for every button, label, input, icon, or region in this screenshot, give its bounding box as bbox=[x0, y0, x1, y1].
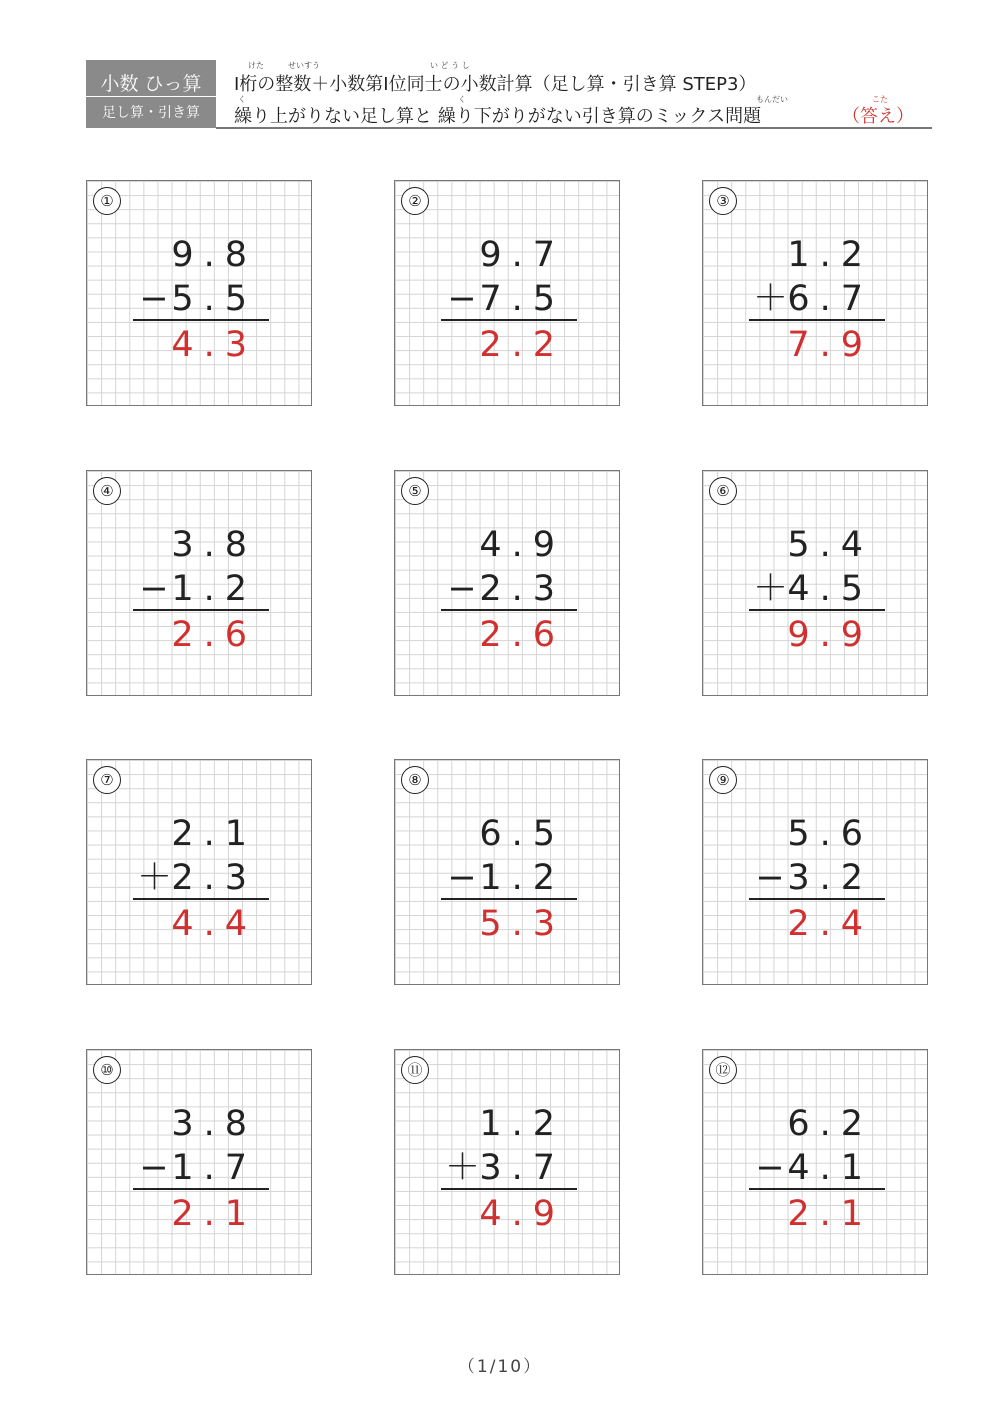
operator-sign: − bbox=[755, 858, 785, 898]
problem-card-11 bbox=[394, 1049, 620, 1275]
bottom-operand: 1.7 bbox=[171, 1148, 257, 1188]
problem-number: ① bbox=[93, 187, 121, 215]
problem-card-5 bbox=[394, 470, 620, 696]
top-operand: 1.2 bbox=[479, 1104, 565, 1144]
top-operand: 5.6 bbox=[787, 814, 873, 854]
operator-sign: ＋ bbox=[753, 569, 789, 609]
problem-number: ⑨ bbox=[709, 766, 737, 794]
top-operand: 3.8 bbox=[171, 1104, 257, 1144]
bottom-operand: 2.3 bbox=[171, 858, 257, 898]
operator-sign: − bbox=[139, 279, 169, 319]
sum-line bbox=[441, 1188, 577, 1190]
sum-line bbox=[749, 898, 885, 900]
bottom-operand: 7.5 bbox=[479, 279, 565, 319]
title-line-1: Ⅰ桁の整数＋小数第Ⅰ位同士の小数計算（足し算・引き算 STEP3） bbox=[234, 74, 757, 95]
answer-value: 9.9 bbox=[787, 615, 873, 655]
top-operand: 9.8 bbox=[171, 235, 257, 275]
problem-number: ⑤ bbox=[401, 477, 429, 505]
top-operand: 1.2 bbox=[787, 235, 873, 275]
header-underline bbox=[216, 127, 932, 129]
operator-sign: − bbox=[755, 1148, 785, 1188]
operator-sign: − bbox=[447, 569, 477, 609]
sum-line bbox=[441, 609, 577, 611]
answer-value: 4.4 bbox=[171, 904, 257, 944]
problem-card-3 bbox=[702, 180, 928, 406]
badge-title: 小数 ひっ算 bbox=[100, 73, 202, 95]
furigana-seisuu: せいすう bbox=[288, 61, 320, 70]
furigana-kota: こた bbox=[872, 95, 888, 104]
operator-sign: − bbox=[447, 279, 477, 319]
answer-value: 2.4 bbox=[787, 904, 873, 944]
title-area bbox=[234, 60, 932, 128]
problem-card-2 bbox=[394, 180, 620, 406]
problem-number: ④ bbox=[93, 477, 121, 505]
answer-label: （答え） bbox=[842, 106, 914, 127]
sum-line bbox=[749, 609, 885, 611]
answer-value: 4.9 bbox=[479, 1194, 565, 1234]
sum-line bbox=[749, 1188, 885, 1190]
title-line-2: 繰り上がりない足し算と 繰り下がりがない引き算のミックス問題 bbox=[234, 106, 762, 127]
problem-number: ⑧ bbox=[401, 766, 429, 794]
sum-line bbox=[133, 609, 269, 611]
worksheet-header bbox=[86, 60, 932, 130]
top-operand: 4.9 bbox=[479, 525, 565, 565]
top-operand: 6.5 bbox=[479, 814, 565, 854]
problem-card-1 bbox=[86, 180, 312, 406]
sum-line bbox=[749, 319, 885, 321]
answer-value: 5.3 bbox=[479, 904, 565, 944]
answer-value: 2.2 bbox=[479, 325, 565, 365]
bottom-operand: 1.2 bbox=[479, 858, 565, 898]
furigana-mondai: もんだい bbox=[756, 95, 788, 104]
problem-number: ⑦ bbox=[93, 766, 121, 794]
problem-number: ③ bbox=[709, 187, 737, 215]
answer-value: 2.6 bbox=[479, 615, 565, 655]
top-operand: 6.2 bbox=[787, 1104, 873, 1144]
problem-number: ⑪ bbox=[401, 1056, 429, 1084]
operator-sign: ＋ bbox=[445, 1148, 481, 1188]
badge-divider bbox=[86, 96, 216, 97]
problem-number: ⑫ bbox=[709, 1056, 737, 1084]
problem-card-8 bbox=[394, 759, 620, 985]
bottom-operand: 5.5 bbox=[171, 279, 257, 319]
top-operand: 9.7 bbox=[479, 235, 565, 275]
bottom-operand: 3.7 bbox=[479, 1148, 565, 1188]
problem-card-4 bbox=[86, 470, 312, 696]
problem-number: ⑥ bbox=[709, 477, 737, 505]
bottom-operand: 4.1 bbox=[787, 1148, 873, 1188]
operator-sign: ＋ bbox=[137, 858, 173, 898]
problem-card-7 bbox=[86, 759, 312, 985]
bottom-operand: 4.5 bbox=[787, 569, 873, 609]
sum-line bbox=[441, 319, 577, 321]
sum-line bbox=[133, 1188, 269, 1190]
furigana-keta: けた bbox=[248, 61, 264, 70]
problem-number: ② bbox=[401, 187, 429, 215]
operator-sign: − bbox=[139, 1148, 169, 1188]
category-badge bbox=[86, 60, 216, 128]
sum-line bbox=[133, 319, 269, 321]
furigana-ku-2: く bbox=[458, 95, 466, 104]
operator-sign: ＋ bbox=[753, 279, 789, 319]
answer-value: 2.6 bbox=[171, 615, 257, 655]
furigana-idoushi: い ど う し bbox=[430, 61, 470, 70]
answer-value: 2.1 bbox=[787, 1194, 873, 1234]
problem-number: ⑩ bbox=[93, 1056, 121, 1084]
problem-card-6 bbox=[702, 470, 928, 696]
problem-card-10 bbox=[86, 1049, 312, 1275]
sum-line bbox=[133, 898, 269, 900]
sum-line bbox=[441, 898, 577, 900]
problem-card-9 bbox=[702, 759, 928, 985]
bottom-operand: 6.7 bbox=[787, 279, 873, 319]
operator-sign: − bbox=[447, 858, 477, 898]
page-number: （1/10） bbox=[457, 1357, 543, 1377]
answer-value: 4.3 bbox=[171, 325, 257, 365]
bottom-operand: 1.2 bbox=[171, 569, 257, 609]
bottom-operand: 2.3 bbox=[479, 569, 565, 609]
answer-value: 7.9 bbox=[787, 325, 873, 365]
badge-subtitle: 足し算・引き算 bbox=[102, 105, 200, 121]
problem-card-12 bbox=[702, 1049, 928, 1275]
bottom-operand: 3.2 bbox=[787, 858, 873, 898]
top-operand: 3.8 bbox=[171, 525, 257, 565]
answer-value: 2.1 bbox=[171, 1194, 257, 1234]
top-operand: 2.1 bbox=[171, 814, 257, 854]
operator-sign: − bbox=[139, 569, 169, 609]
furigana-ku-1: く bbox=[238, 95, 246, 104]
top-operand: 5.4 bbox=[787, 525, 873, 565]
